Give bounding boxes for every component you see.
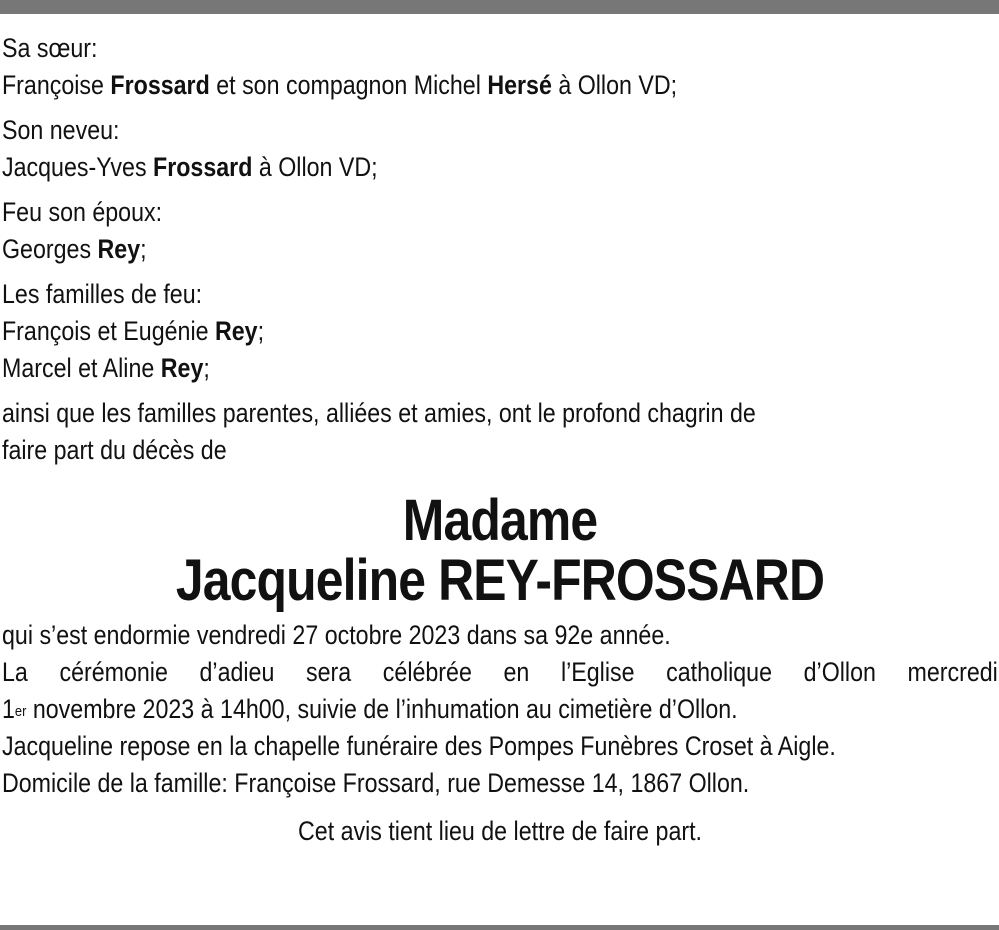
footer-notice: Cet avis tient lieu de lettre de faire part. xyxy=(298,816,702,846)
nephew-line xyxy=(2,149,999,186)
top-rule xyxy=(0,0,999,14)
family1-first-names: François et Eugénie xyxy=(2,316,209,346)
details-line-3 xyxy=(2,691,999,728)
details-line-5: Domicile de la famille: Françoise Frossard, rue Demesse 14, 1867 Ollon. xyxy=(2,768,750,798)
nephew-heading: Son neveu: xyxy=(2,115,120,145)
sister-line xyxy=(2,67,999,104)
spouse-first-name: Georges xyxy=(2,234,92,264)
details-word: l’Eglise xyxy=(560,657,635,687)
nephew-first-name: Jacques-Yves xyxy=(2,152,147,182)
family2-first-names: Marcel et Aline xyxy=(2,353,155,383)
spouse-line xyxy=(2,231,999,268)
family2-last-name: Rey xyxy=(160,353,204,383)
spouse-heading: Feu son époux: xyxy=(2,197,163,227)
bottom-rule xyxy=(0,925,999,930)
families-heading: Les familles de feu: xyxy=(2,279,203,309)
details-word: célébrée xyxy=(382,657,472,687)
deceased-name: Jacqueline REY-FROSSARD xyxy=(175,548,825,613)
nephew-last-name: Frossard xyxy=(153,152,253,182)
spouse-semicolon: ; xyxy=(140,234,147,264)
family2-semicolon: ; xyxy=(203,353,210,383)
sister-last-name: Frossard xyxy=(110,70,210,100)
sister-first-name: Françoise xyxy=(2,70,104,100)
details-line-3-text: novembre 2023 à 14h00, suivie de l’inhumation au cimetière d’Ollon. xyxy=(26,694,738,724)
spouse-last-name: Rey xyxy=(97,234,141,264)
details-word: en xyxy=(503,657,530,687)
companion-last-name: Hersé xyxy=(487,70,552,100)
details-word: d’adieu xyxy=(199,657,275,687)
announcement-line-1: ainsi que les familles parentes, alliées et amies, ont le profond chagrin de xyxy=(2,398,756,428)
deceased-title: Madame xyxy=(402,488,598,553)
companion-text: et son compagnon Michel xyxy=(216,70,481,100)
details-word: La xyxy=(2,657,28,687)
details-word: cérémonie xyxy=(59,657,168,687)
details-word: sera xyxy=(305,657,352,687)
family1-line xyxy=(2,313,999,350)
ordinal-suffix: er xyxy=(14,703,27,720)
family2-line xyxy=(2,350,999,387)
details-line-4: Jacqueline repose en la chapelle funéraire des Pompes Funèbres Croset à Aigle. xyxy=(2,731,836,761)
deceased-name-block xyxy=(2,488,998,613)
details-word: catholique xyxy=(666,657,773,687)
nephew-place: à Ollon VD; xyxy=(258,152,378,182)
date-day-number: 1 xyxy=(2,694,15,724)
obituary-notice xyxy=(2,30,998,850)
announcement-line-2: faire part du décès de xyxy=(2,435,227,465)
family1-semicolon: ; xyxy=(257,316,265,346)
details-line-1: qui s’est endormie vendredi 27 octobre 2023 dans sa 92e année. xyxy=(2,620,671,650)
details-word: mercredi xyxy=(907,657,998,687)
sister-place: à Ollon VD; xyxy=(558,70,678,100)
family1-last-name: Rey xyxy=(214,316,258,346)
details-word: d’Ollon xyxy=(803,657,876,687)
details-line-2 xyxy=(2,654,998,691)
sister-heading: Sa sœur: xyxy=(2,33,98,63)
